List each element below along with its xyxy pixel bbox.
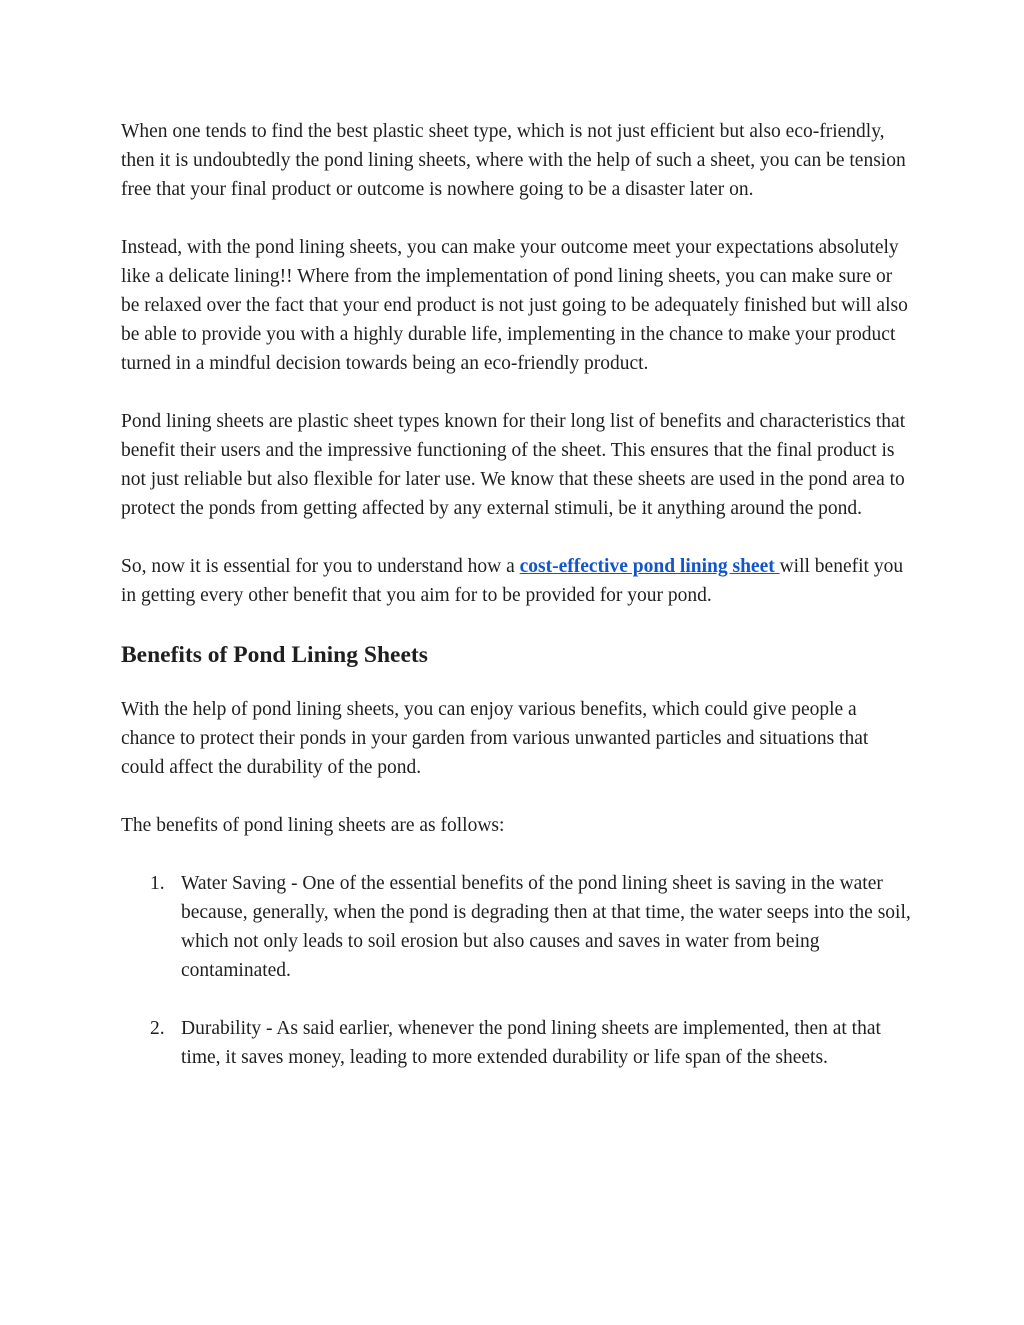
paragraph-pond-lining-characteristics: Pond lining sheets are plastic sheet types known for their long list of benefits and characteristics that benefit their users and the impressive functioning of the sheet. This ensures that the final product is not just reliable but also flexible for later use. We know that these sheets are used in the pond area to protect the ponds from getting affected by any external stimuli, be it anything around the pond. [121, 411, 906, 519]
document-page [121, 117, 911, 1101]
list-item [121, 1014, 911, 1072]
benefits-list [121, 869, 911, 1072]
list-item-number: 2. [150, 1018, 165, 1039]
list-item-text: Water Saving - One of the essential benefits of the pond lining sheet is saving in the water because, generally, when the pond is degrading then at that time, the water seeps into the soil, which not only leads to soil erosion but also causes and saves in water from being contaminated. [181, 873, 911, 981]
list-item [121, 869, 911, 985]
benefits-lead-paragraph: The benefits of pond lining sheets are as follows: [121, 815, 505, 836]
list-item-text: Durability - As said earlier, whenever the pond lining sheets are implemented, then at that time, it saves money, leading to more extended durability or life span of the sheets. [181, 1018, 881, 1068]
list-item-number: 1. [150, 873, 165, 894]
cost-effective-pond-lining-sheet-link[interactable]: cost-effective pond lining sheet [519, 556, 780, 577]
paragraph-intro: When one tends to find the best plastic sheet type, which is not just efficient but also eco-friendly, then it is undoubtedly the pond lining sheets, where with the help of such a sheet, you can be tension free that your final product or outcome is nowhere going to be a disaster later on. [121, 121, 906, 200]
section-intro-paragraph: With the help of pond lining sheets, you can enjoy various benefits, which could give people a chance to protect their ponds in your garden from various unwanted particles and situations that could affect the durability of the pond. [121, 699, 869, 778]
paragraph-pond-lining-expectations: Instead, with the pond lining sheets, you can make your outcome meet your expectations absolutely like a delicate lining!! Where from the implementation of pond lining sheets, you can make sure or be relaxed over the fact that your end product is not just going to be adequately finished but will also be able to provide you with a highly durable life, implementing in the chance to make your product turned in a mindful decision towards being an eco-friendly product. [121, 237, 908, 374]
paragraph-cost-effective-tail: will benefit you in getting every other benefit that you aim for to be provided for your pond. [121, 556, 904, 606]
section-heading: Benefits of Pond Lining Sheets [121, 642, 428, 668]
paragraph-cost-effective [121, 552, 911, 610]
paragraph-cost-effective-lead: So, now it is essential for you to understand how a [121, 556, 520, 577]
